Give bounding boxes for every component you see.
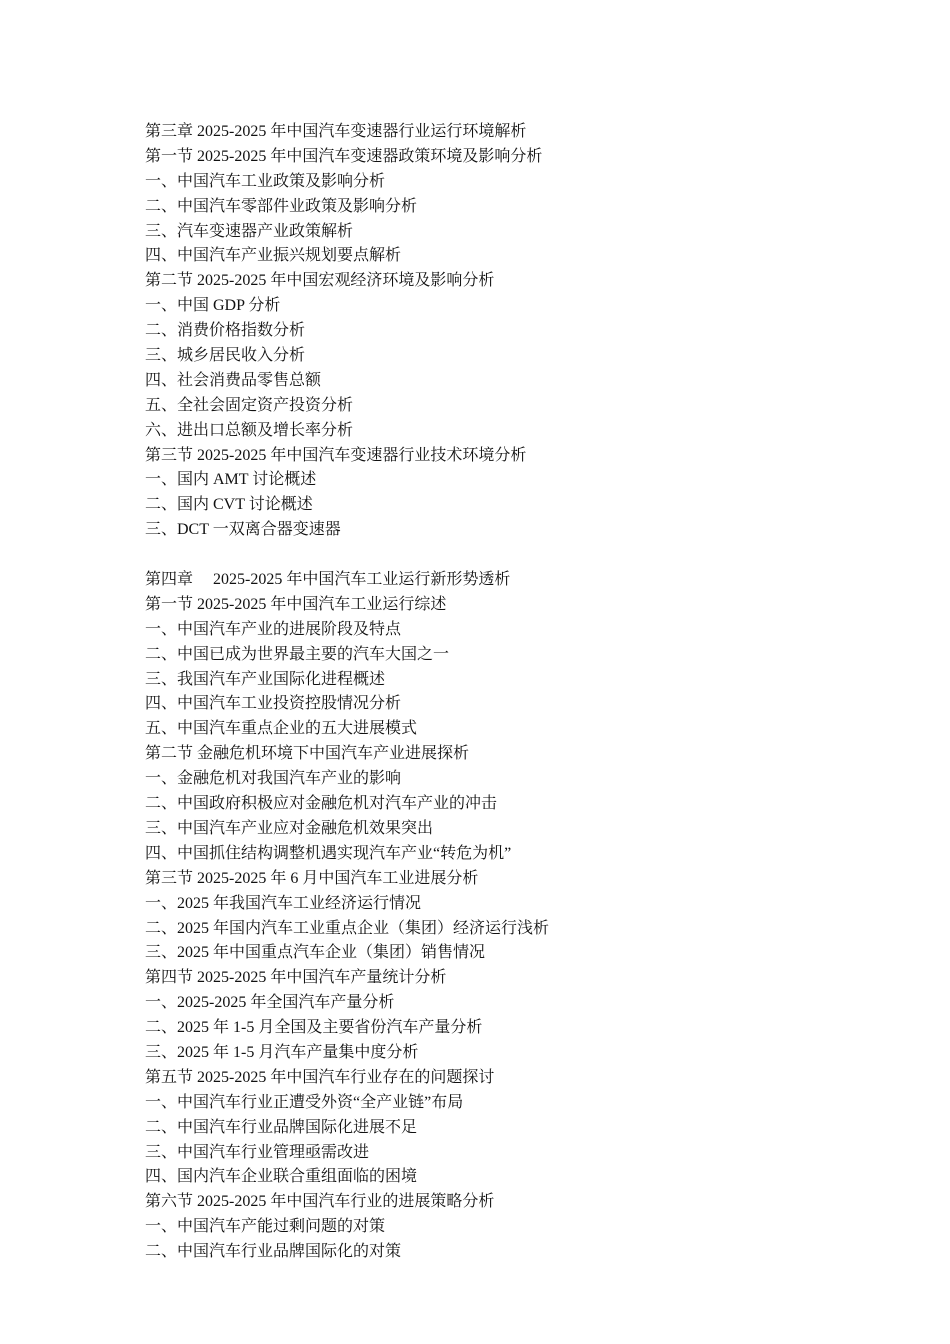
toc-line: 一、2025 年我国汽车工业经济运行情况 bbox=[145, 894, 422, 912]
toc-line: 三、DCT 一双离合器变速器 bbox=[145, 521, 341, 539]
toc-line: 四、社会消费品零售总额 bbox=[145, 371, 322, 389]
toc-line: 一、金融危机对我国汽车产业的影响 bbox=[145, 770, 402, 788]
toc-line: 第二节 2025-2025 年中国宏观经济环境及影响分析 bbox=[145, 272, 495, 290]
toc-line: 第四章 2025-2025 年中国汽车工业运行新形势透析 bbox=[145, 571, 511, 589]
toc-line: 第三节 2025-2025 年中国汽车变速器行业技术环境分析 bbox=[145, 446, 527, 464]
toc-line: 三、2025 年 1-5 月汽车产量集中度分析 bbox=[145, 1043, 419, 1061]
toc-line: 第四节 2025-2025 年中国汽车产量统计分析 bbox=[145, 969, 447, 987]
toc-line: 一、中国汽车产业的进展阶段及特点 bbox=[145, 620, 402, 638]
toc-line: 二、国内 CVT 讨论概述 bbox=[145, 496, 313, 514]
toc-line: 第一节 2025-2025 年中国汽车变速器政策环境及影响分析 bbox=[145, 147, 543, 165]
toc-line: 四、国内汽车企业联合重组面临的困境 bbox=[145, 1168, 418, 1186]
toc-line: 第三章 2025-2025 年中国汽车变速器行业运行环境解析 bbox=[145, 123, 527, 140]
toc-line: 四、中国汽车产业振兴规划要点解析 bbox=[145, 247, 402, 265]
toc-line: 二、消费价格指数分析 bbox=[145, 322, 306, 340]
toc-line: 二、2025 年 1-5 月全国及主要省份汽车产量分析 bbox=[145, 1019, 483, 1037]
toc-line: 一、中国汽车行业正遭受外资“全产业链”布局 bbox=[145, 1093, 464, 1111]
toc-section bbox=[145, 568, 845, 1265]
toc-line: 三、2025 年中国重点汽车企业（集团）销售情况 bbox=[145, 944, 486, 962]
toc-line: 五、中国汽车重点企业的五大进展模式 bbox=[145, 720, 418, 738]
toc-line: 三、汽车变速器产业政策解析 bbox=[145, 222, 354, 240]
toc-line: 二、中国政府积极应对金融危机对汽车产业的冲击 bbox=[145, 795, 498, 813]
toc-line: 第五节 2025-2025 年中国汽车行业存在的问题探讨 bbox=[145, 1068, 495, 1086]
toc-line: 一、国内 AMT 讨论概述 bbox=[145, 471, 317, 489]
toc-line: 六、进出口总额及增长率分析 bbox=[145, 421, 354, 439]
toc-line: 第六节 2025-2025 年中国汽车行业的进展策略分析 bbox=[145, 1193, 495, 1211]
toc-line: 第二节 金融危机环境下中国汽车产业进展探析 bbox=[145, 745, 470, 763]
toc-line: 五、全社会固定资产投资分析 bbox=[145, 396, 354, 414]
toc-line: 四、中国汽车工业投资控股情况分析 bbox=[145, 695, 402, 713]
toc-line: 第一节 2025-2025 年中国汽车工业运行综述 bbox=[145, 595, 447, 613]
toc-line: 三、我国汽车产业国际化进程概述 bbox=[145, 670, 386, 688]
toc-line: 三、中国汽车行业管理亟需改进 bbox=[145, 1143, 370, 1161]
blank-line bbox=[145, 543, 845, 568]
toc-line: 二、中国已成为世界最主要的汽车大国之一 bbox=[145, 645, 450, 663]
toc-line: 二、中国汽车零部件业政策及影响分析 bbox=[145, 197, 418, 215]
toc-line: 二、2025 年国内汽车工业重点企业（集团）经济运行浅析 bbox=[145, 919, 550, 937]
toc-line: 三、中国汽车产业应对金融危机效果突出 bbox=[145, 819, 434, 837]
toc-line: 一、中国汽车产能过剩问题的对策 bbox=[145, 1218, 386, 1236]
toc-line: 第三节 2025-2025 年 6 月中国汽车工业进展分析 bbox=[145, 869, 479, 887]
toc-line: 一、中国汽车工业政策及影响分析 bbox=[145, 172, 386, 190]
toc-section bbox=[145, 120, 845, 543]
toc-line: 三、城乡居民收入分析 bbox=[145, 347, 306, 365]
toc-line: 二、中国汽车行业品牌国际化的对策 bbox=[145, 1243, 402, 1261]
toc-line: 四、中国抓住结构调整机遇实现汽车产业“转危为机” bbox=[145, 844, 512, 862]
toc-line: 二、中国汽车行业品牌国际化进展不足 bbox=[145, 1118, 418, 1136]
document-page bbox=[145, 120, 845, 1265]
toc-line: 一、中国 GDP 分析 bbox=[145, 297, 281, 315]
toc-line: 一、2025-2025 年全国汽车产量分析 bbox=[145, 994, 395, 1012]
